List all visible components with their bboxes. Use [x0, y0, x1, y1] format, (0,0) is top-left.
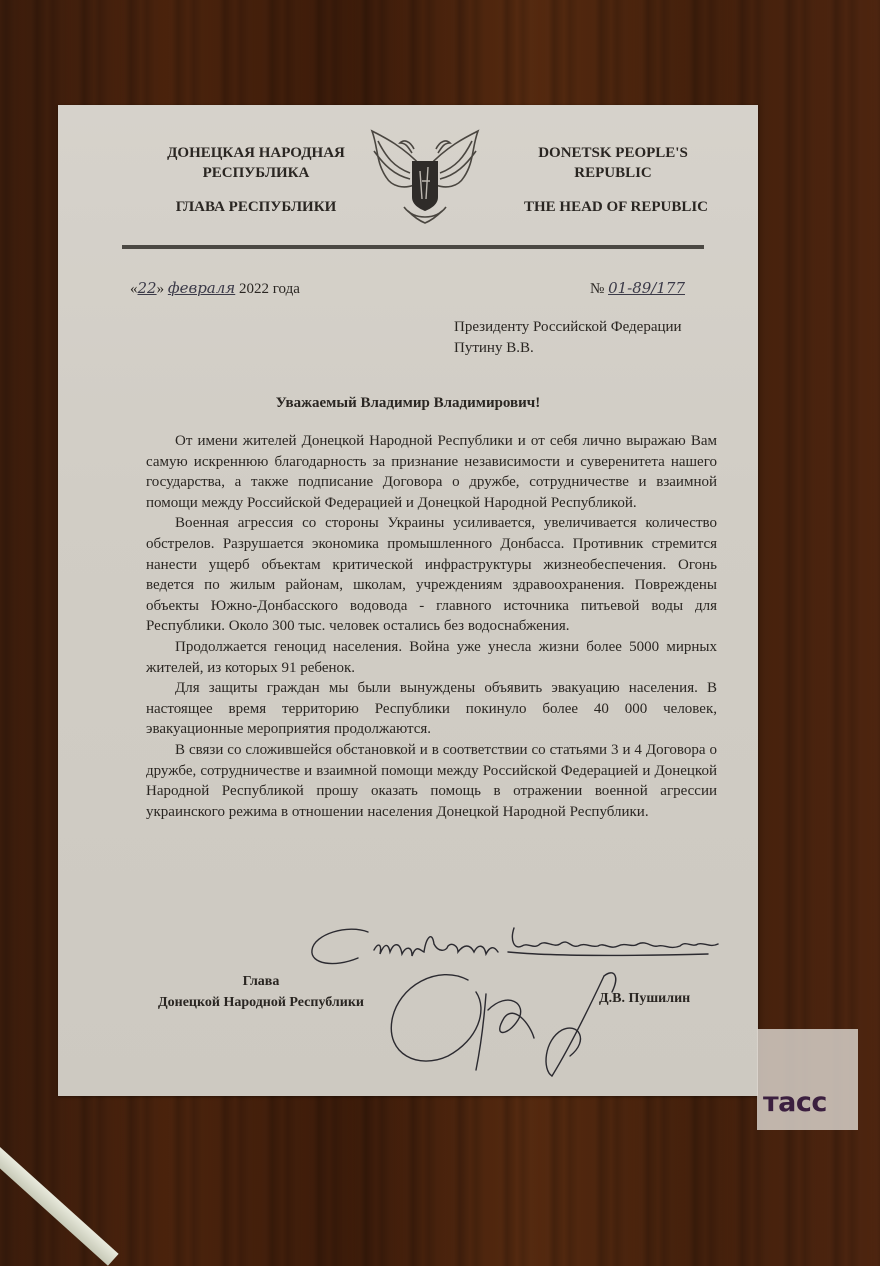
letterhead-right-subtitle: THE HEAD OF REPUBLIC: [523, 199, 709, 215]
date-open-quote: «: [130, 281, 138, 297]
tass-logo-text: тасс: [763, 1087, 827, 1118]
letter-number: [590, 279, 685, 298]
date-year: 2022 года: [238, 281, 300, 297]
signatory-name: Д.В. Пушилин: [599, 991, 691, 1006]
paragraph: Для защиты граждан мы были вынуждены объявить эвакуацию населения. В настоящее время территорию Республики покинуло более 40 000 человек, эвакуационные мероприятия продолжаются.: [146, 680, 717, 738]
letterhead-divider: [122, 245, 704, 249]
number-prefix: №: [590, 281, 605, 297]
background-strap: [0, 1120, 119, 1266]
double-headed-eagle-coat-of-arms-icon: [364, 127, 486, 227]
letter-body: [146, 431, 717, 822]
letterhead-left-subtitle: ГЛАВА РЕСПУБЛИКИ: [175, 199, 337, 215]
date-month: февраля: [167, 279, 236, 297]
letter-date: [130, 279, 300, 298]
signatory-title-line-1: Глава: [242, 974, 280, 989]
paragraph: В связи со сложившейся обстановкой и в соответствии со статьями 3 и 4 Договора о дружбе, сотрудничестве и взаимной помощи между Российской Федерацией и Донецкой Народной Республикой прошу оказать помощь в отражении военной агрессии украинского режима в отношении населения Донецкой Народной Республики.: [146, 741, 717, 820]
date-close-quote: »: [156, 281, 165, 297]
letterhead-left-title: ДОНЕЦКАЯ НАРОДНАЯ РЕСПУБЛИКА: [167, 145, 345, 181]
addressee-line-2: Путину В.В.: [454, 340, 534, 356]
paragraph: От имени жителей Донецкой Народной Республики и от себя лично выражаю Вам самую искреннюю благодарность за признание независимости и суверенитета нашего государства, а также подписание Договора о дружбе, сотрудничестве и взаимной помощи между Российской Федерацией и Донецкой Народной Республикой.: [146, 433, 717, 511]
paragraph: Военная агрессия со стороны Украины усиливается, увеличивается количество обстрелов. Разрушается экономика промышленного Донбасса. Противник стремится нанести ущерб объектам критической инфраструктуры жизнеобеспечения. Огонь ведется по жилым районам, школам, учреждениям здравоохранения. Повреждены объекты Южно-Донбасского водовода - главного источника питьевой воды для Республики. Около 300 тыс. человек остались без водоснабжения.: [146, 515, 717, 635]
letter-document: [58, 105, 758, 1096]
date-day: 22: [137, 279, 157, 297]
letterhead-right-title: DONETSK PEOPLE'S REPUBLIC: [538, 145, 688, 181]
greeting: Уважаемый Владимир Владимирович!: [275, 395, 541, 411]
tass-watermark-logo: [757, 1029, 858, 1130]
number-value: 01-89/177: [608, 279, 685, 297]
paragraph: Продолжается геноцид населения. Война уже унесла жизни более 5000 мирных жителей, из которых 91 ребенок.: [146, 638, 717, 676]
addressee: [454, 317, 682, 359]
addressee-line-1: Президенту Российской Федерации: [454, 319, 682, 335]
signatory-title: [138, 971, 384, 1013]
signatory-title-line-2: Донецкой Народной Республики: [158, 995, 364, 1010]
